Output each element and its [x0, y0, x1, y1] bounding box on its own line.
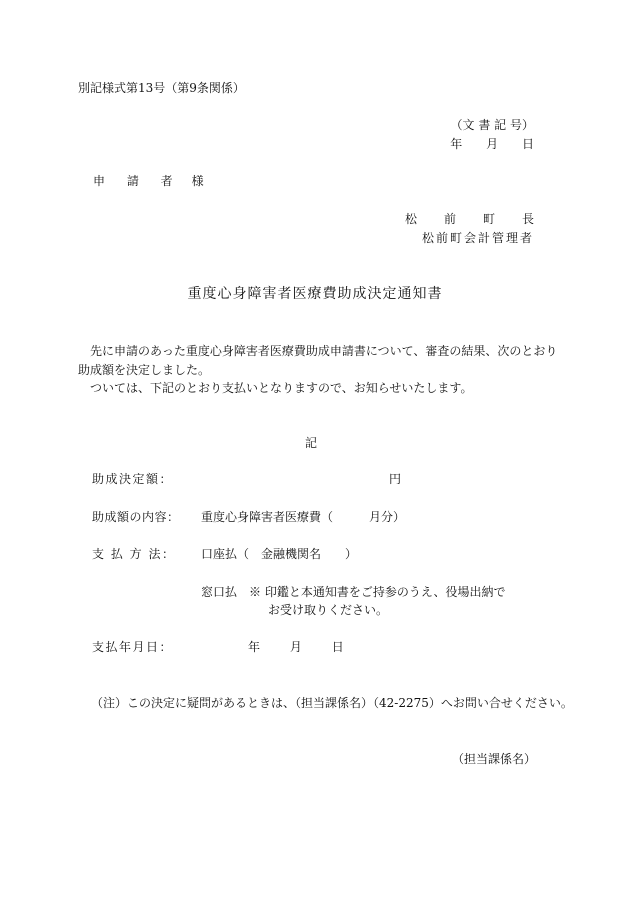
sender-treasurer: 松前町会計管理者 [421, 231, 534, 245]
pay-date-label: 支払年月日： [92, 640, 174, 654]
document-number: （文 書 記 号） [450, 118, 534, 132]
pay-date-value [248, 640, 344, 654]
note-text: （注）この決定に疑問があるときは、（担当課係名）（42-2275）へお問い合せください。 [91, 696, 573, 710]
window-payment-line1: 窓口払 ※ 印鑑と本通知書をご持参のうえ、役場出納で [201, 585, 506, 599]
issue-month: 月 [486, 137, 499, 151]
mayor-char: 長 [521, 212, 534, 226]
pay-month: 月 [289, 640, 302, 654]
mayor-char: 前 [443, 212, 456, 226]
contents-value: 重度心身障害者医療費（ 月分） [201, 510, 406, 524]
recipient-line [93, 174, 213, 188]
recipient-label: 申 請 者 [93, 174, 182, 188]
issue-day: 日 [521, 137, 534, 151]
issue-year: 年 [450, 137, 463, 151]
document-title: 重度心身障害者医療費助成決定通知書 [187, 286, 443, 302]
contents-label: 助成額の内容： [92, 510, 180, 524]
pay-year: 年 [248, 640, 261, 654]
method-label: 支 払 方 法： [92, 547, 176, 561]
mayor-char: 松 [404, 212, 417, 226]
issue-date [450, 137, 534, 151]
method-value: 口座払（ 金融機関名 ） [201, 547, 358, 561]
body-text [78, 342, 558, 398]
window-payment-line2: お受け取りください。 [268, 603, 389, 617]
amount-unit: 円 [389, 472, 402, 486]
ki-heading: 記 [304, 436, 317, 450]
recipient-honorific: 様 [191, 174, 213, 188]
form-number: 別記様式第13号（第9条関係） [78, 81, 245, 95]
sender-mayor [405, 212, 534, 226]
pay-day: 日 [331, 640, 344, 654]
contact-department: （担当課係名） [451, 752, 536, 766]
amount-label: 助成決定額： [92, 472, 174, 486]
body-paragraph: ついては、下記のとおり支払いとなりますので、お知らせいたします。 [90, 381, 473, 395]
body-paragraph: 先に申請のあった重度心身障害者医療費助成申請書について、審査の結果、次のとおり助成額を決定しました。 [78, 344, 558, 377]
mayor-char: 町 [482, 212, 495, 226]
